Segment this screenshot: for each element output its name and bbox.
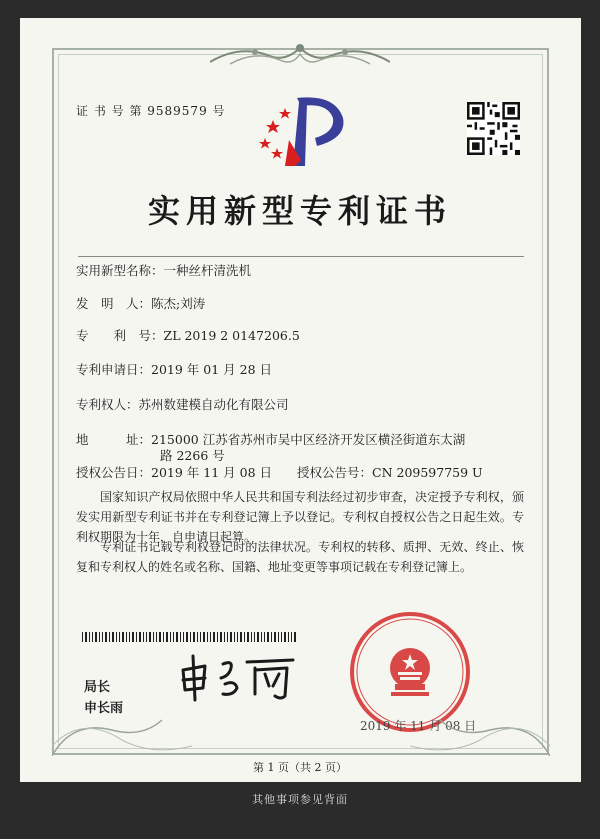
top-ornament-icon	[210, 40, 390, 68]
footer-note: 其他事项参见背面	[252, 793, 348, 806]
field-value: CN 209597759 U	[372, 465, 483, 480]
field-label: 实用新型名称：	[76, 263, 164, 278]
field-address-line2: 路 2266 号	[160, 448, 225, 463]
title-divider	[78, 256, 524, 257]
field-filing-date	[76, 360, 272, 378]
bottom-left-ornament-icon	[52, 690, 192, 756]
field-value: ZL 2019 2 0147206.5	[163, 328, 300, 343]
field-grant-date	[76, 463, 272, 481]
field-grant-pub-number	[297, 463, 483, 481]
field-label: 专利权人：	[76, 397, 139, 412]
field-address	[76, 430, 465, 448]
barcode-icon	[82, 632, 297, 642]
director-signature-icon	[175, 648, 300, 703]
certificate-number: 证 书 号 第 9589579 号	[76, 104, 226, 118]
field-label: 授权公告日：	[76, 465, 152, 480]
statement-paragraph-1: 国家知识产权局依照中华人民共和国专利法经过初步审查，决定授予专利权，颁发实用新型专利证书并在专利登记簿上予以登记。专利权自授权公告之日起生效。专利权期限为十年，自申请日起算。	[76, 490, 524, 544]
field-label: 地 址：	[76, 432, 152, 447]
field-utility-model-name	[76, 261, 251, 279]
qr-code-icon	[467, 102, 520, 155]
director-title: 局长	[84, 680, 111, 695]
field-value: 2019 年 01 月 28 日	[151, 362, 273, 377]
cnipa-logo-icon	[255, 90, 350, 168]
field-label: 授权公告号：	[297, 465, 373, 480]
field-inventor	[76, 294, 205, 312]
field-patentee	[76, 395, 289, 413]
field-value: 215000 江苏省苏州市吴中区经济开发区横泾街道东太湖	[151, 432, 466, 447]
field-value: 苏州数建模自动化有限公司	[138, 397, 289, 412]
field-value: 2019 年 11 月 08 日	[151, 465, 273, 480]
seal-date: 2019 年 11 月 08 日	[360, 719, 477, 733]
statement-paragraph-2: 专利证书记载专利权登记时的法律状况。专利权的转移、质押、无效、终止、恢复和专利权人的姓名或名称、国籍、地址变更等事项记载在专利登记簿上。	[76, 540, 524, 574]
page-title: 实用新型专利证书	[147, 192, 452, 230]
page-number: 第 1 页（共 2 页）	[253, 761, 347, 774]
director-name: 申长雨	[84, 701, 124, 716]
bottom-right-ornament-icon	[410, 690, 550, 756]
field-label: 专 利 号：	[76, 328, 164, 343]
field-value: 一种丝杆清洗机	[163, 263, 252, 278]
field-value: 陈杰;刘涛	[151, 296, 206, 311]
field-patent-number	[76, 326, 300, 344]
field-label: 发 明 人：	[76, 296, 152, 311]
field-label: 专利申请日：	[76, 362, 152, 377]
